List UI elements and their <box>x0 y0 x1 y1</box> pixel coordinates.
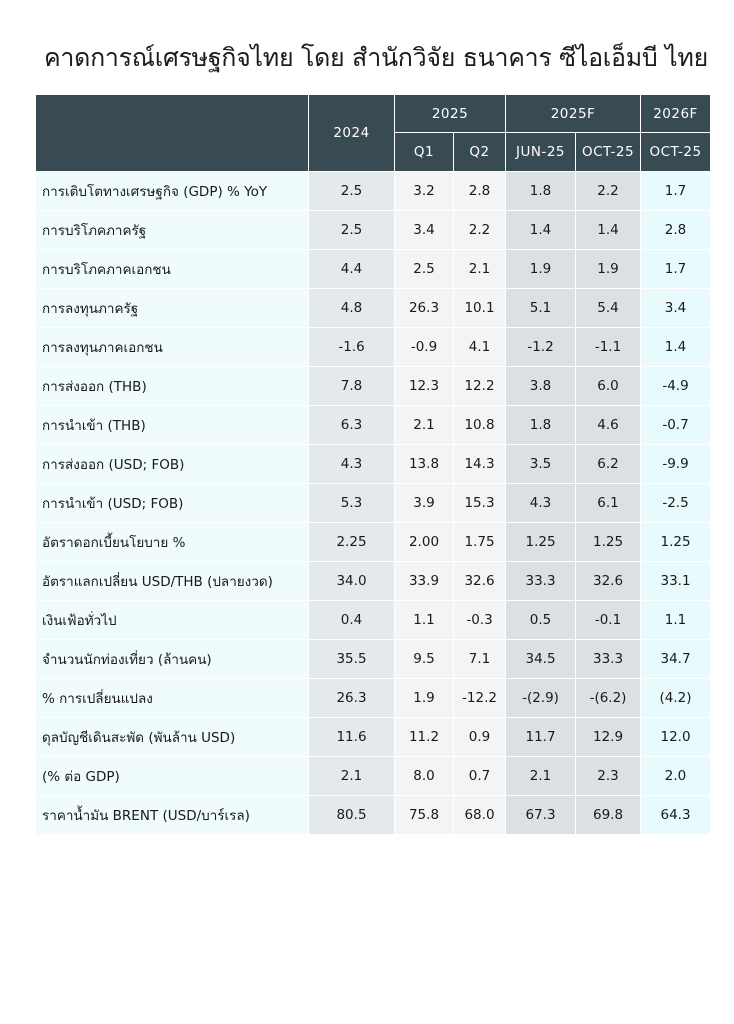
cell-2025f-oct25: -0.1 <box>576 601 641 640</box>
cell-2025-q2: 0.7 <box>454 757 506 796</box>
row-label: การบริโภคภาครัฐ <box>36 211 309 250</box>
header-q1: Q1 <box>395 133 454 172</box>
cell-2024: 5.3 <box>309 484 395 523</box>
cell-2026f-oct25: 1.7 <box>641 250 711 289</box>
header-q2: Q2 <box>454 133 506 172</box>
cell-2025f-oct25: 6.0 <box>576 367 641 406</box>
cell-2025-q1: 12.3 <box>395 367 454 406</box>
cell-2025-q1: 9.5 <box>395 640 454 679</box>
cell-2025f-oct25: 1.4 <box>576 211 641 250</box>
cell-2025f-jun25: 67.3 <box>506 796 576 835</box>
row-label: อัตราแลกเปลี่ยน USD/THB (ปลายงวด) <box>36 562 309 601</box>
cell-2025-q1: 26.3 <box>395 289 454 328</box>
cell-2024: 7.8 <box>309 367 395 406</box>
table-row <box>36 718 711 757</box>
cell-2025-q2: 4.1 <box>454 328 506 367</box>
row-label: การนำเข้า (THB) <box>36 406 309 445</box>
cell-2025f-jun25: 2.1 <box>506 757 576 796</box>
cell-2025f-oct25: 69.8 <box>576 796 641 835</box>
row-label: การส่งออก (USD; FOB) <box>36 445 309 484</box>
row-label: (% ต่อ GDP) <box>36 757 309 796</box>
table-row <box>36 523 711 562</box>
cell-2025-q2: 10.8 <box>454 406 506 445</box>
table-row <box>36 484 711 523</box>
cell-2025-q1: 33.9 <box>395 562 454 601</box>
cell-2025-q1: 1.1 <box>395 601 454 640</box>
cell-2025-q1: 2.00 <box>395 523 454 562</box>
cell-2026f-oct25: 34.7 <box>641 640 711 679</box>
cell-2025f-oct25: 32.6 <box>576 562 641 601</box>
cell-2025-q2: 32.6 <box>454 562 506 601</box>
cell-2025-q1: -0.9 <box>395 328 454 367</box>
cell-2025-q1: 2.5 <box>395 250 454 289</box>
cell-2025f-jun25: -1.2 <box>506 328 576 367</box>
cell-2024: 0.4 <box>309 601 395 640</box>
cell-2025-q1: 75.8 <box>395 796 454 835</box>
cell-2025-q2: -12.2 <box>454 679 506 718</box>
cell-2024: 2.5 <box>309 172 395 211</box>
table-row <box>36 796 711 835</box>
cell-2025f-jun25: 1.25 <box>506 523 576 562</box>
cell-2025-q1: 2.1 <box>395 406 454 445</box>
cell-2025-q1: 1.9 <box>395 679 454 718</box>
cell-2025f-oct25: -1.1 <box>576 328 641 367</box>
cell-2025f-jun25: 1.4 <box>506 211 576 250</box>
cell-2025f-jun25: 3.5 <box>506 445 576 484</box>
header-label-column <box>36 95 309 172</box>
row-label: อัตราดอกเบี้ยนโยบาย % <box>36 523 309 562</box>
row-label: การส่งออก (THB) <box>36 367 309 406</box>
cell-2024: 2.25 <box>309 523 395 562</box>
cell-2025f-jun25: 3.8 <box>506 367 576 406</box>
row-label: การเติบโตทางเศรษฐกิจ (GDP) % YoY <box>36 172 309 211</box>
table-row <box>36 679 711 718</box>
table-row <box>36 250 711 289</box>
table-row <box>36 757 711 796</box>
cell-2025-q2: 10.1 <box>454 289 506 328</box>
row-label: ดุลบัญชีเดินสะพัด (พันล้าน USD) <box>36 718 309 757</box>
cell-2026f-oct25: 1.1 <box>641 601 711 640</box>
cell-2025-q2: 12.2 <box>454 367 506 406</box>
cell-2025f-jun25: 1.9 <box>506 250 576 289</box>
header-year-2025: 2025 <box>395 95 506 133</box>
cell-2025f-oct25: 6.1 <box>576 484 641 523</box>
cell-2025f-jun25: -(2.9) <box>506 679 576 718</box>
cell-2024: 80.5 <box>309 796 395 835</box>
cell-2026f-oct25: 1.7 <box>641 172 711 211</box>
cell-2025f-oct25: 2.3 <box>576 757 641 796</box>
header-oct25-2025: OCT-25 <box>576 133 641 172</box>
cell-2025-q2: 2.1 <box>454 250 506 289</box>
cell-2025-q2: 7.1 <box>454 640 506 679</box>
cell-2025f-oct25: 4.6 <box>576 406 641 445</box>
cell-2025f-jun25: 5.1 <box>506 289 576 328</box>
cell-2026f-oct25: -2.5 <box>641 484 711 523</box>
cell-2026f-oct25: -0.7 <box>641 406 711 445</box>
row-label: การนำเข้า (USD; FOB) <box>36 484 309 523</box>
cell-2024: 4.3 <box>309 445 395 484</box>
cell-2025f-oct25: -(6.2) <box>576 679 641 718</box>
cell-2026f-oct25: 12.0 <box>641 718 711 757</box>
table-row <box>36 445 711 484</box>
table-row <box>36 289 711 328</box>
cell-2025f-oct25: 1.25 <box>576 523 641 562</box>
cell-2024: -1.6 <box>309 328 395 367</box>
cell-2025-q1: 3.4 <box>395 211 454 250</box>
cell-2025-q2: 2.8 <box>454 172 506 211</box>
cell-2026f-oct25: 64.3 <box>641 796 711 835</box>
cell-2025f-jun25: 11.7 <box>506 718 576 757</box>
table-header <box>36 95 711 172</box>
cell-2025-q1: 11.2 <box>395 718 454 757</box>
cell-2025f-jun25: 33.3 <box>506 562 576 601</box>
row-label: % การเปลี่ยนแปลง <box>36 679 309 718</box>
cell-2024: 2.5 <box>309 211 395 250</box>
table-row <box>36 211 711 250</box>
cell-2026f-oct25: 3.4 <box>641 289 711 328</box>
cell-2024: 2.1 <box>309 757 395 796</box>
cell-2024: 26.3 <box>309 679 395 718</box>
cell-2024: 4.4 <box>309 250 395 289</box>
table-row <box>36 328 711 367</box>
cell-2026f-oct25: -4.9 <box>641 367 711 406</box>
cell-2024: 4.8 <box>309 289 395 328</box>
header-oct25-2026: OCT-25 <box>641 133 711 172</box>
cell-2026f-oct25: 33.1 <box>641 562 711 601</box>
table-row <box>36 172 711 211</box>
cell-2025f-oct25: 12.9 <box>576 718 641 757</box>
table-row <box>36 367 711 406</box>
cell-2025-q2: 2.2 <box>454 211 506 250</box>
table-row <box>36 601 711 640</box>
cell-2025-q2: 15.3 <box>454 484 506 523</box>
cell-2025-q2: 1.75 <box>454 523 506 562</box>
cell-2025-q2: 0.9 <box>454 718 506 757</box>
table-body <box>36 172 711 835</box>
cell-2025f-oct25: 1.9 <box>576 250 641 289</box>
page-title: คาดการณ์เศรษฐกิจไทย โดย สำนักวิจัย ธนาคาร ซีไอเอ็มบี ไทย <box>44 43 708 72</box>
cell-2025f-jun25: 4.3 <box>506 484 576 523</box>
cell-2025f-jun25: 1.8 <box>506 406 576 445</box>
header-forecast-2026: 2026F <box>641 95 711 133</box>
row-label: ราคาน้ำมัน BRENT (USD/บาร์เรล) <box>36 796 309 835</box>
cell-2026f-oct25: 1.4 <box>641 328 711 367</box>
header-jun25: JUN-25 <box>506 133 576 172</box>
cell-2026f-oct25: 2.8 <box>641 211 711 250</box>
table-row <box>36 562 711 601</box>
cell-2025-q2: 68.0 <box>454 796 506 835</box>
cell-2025f-oct25: 6.2 <box>576 445 641 484</box>
table-row <box>36 640 711 679</box>
cell-2025-q1: 3.2 <box>395 172 454 211</box>
row-label: เงินเฟ้อทั่วไป <box>36 601 309 640</box>
cell-2026f-oct25: (4.2) <box>641 679 711 718</box>
cell-2025f-jun25: 0.5 <box>506 601 576 640</box>
cell-2026f-oct25: -9.9 <box>641 445 711 484</box>
cell-2025f-jun25: 34.5 <box>506 640 576 679</box>
cell-2024: 11.6 <box>309 718 395 757</box>
cell-2025-q2: 14.3 <box>454 445 506 484</box>
row-label: การลงทุนภาครัฐ <box>36 289 309 328</box>
cell-2025f-oct25: 5.4 <box>576 289 641 328</box>
row-label: จำนวนนักท่องเที่ยว (ล้านคน) <box>36 640 309 679</box>
header-year-2024: 2024 <box>309 95 395 172</box>
cell-2024: 6.3 <box>309 406 395 445</box>
cell-2025f-oct25: 2.2 <box>576 172 641 211</box>
cell-2025f-jun25: 1.8 <box>506 172 576 211</box>
table-row <box>36 406 711 445</box>
cell-2025-q1: 8.0 <box>395 757 454 796</box>
cell-2026f-oct25: 1.25 <box>641 523 711 562</box>
cell-2025-q2: -0.3 <box>454 601 506 640</box>
cell-2025-q1: 13.8 <box>395 445 454 484</box>
row-label: การลงทุนภาคเอกชน <box>36 328 309 367</box>
header-forecast-2025: 2025F <box>506 95 641 133</box>
forecast-table <box>35 94 711 835</box>
cell-2024: 34.0 <box>309 562 395 601</box>
cell-2025f-oct25: 33.3 <box>576 640 641 679</box>
cell-2024: 35.5 <box>309 640 395 679</box>
row-label: การบริโภคภาคเอกชน <box>36 250 309 289</box>
cell-2026f-oct25: 2.0 <box>641 757 711 796</box>
cell-2025-q1: 3.9 <box>395 484 454 523</box>
